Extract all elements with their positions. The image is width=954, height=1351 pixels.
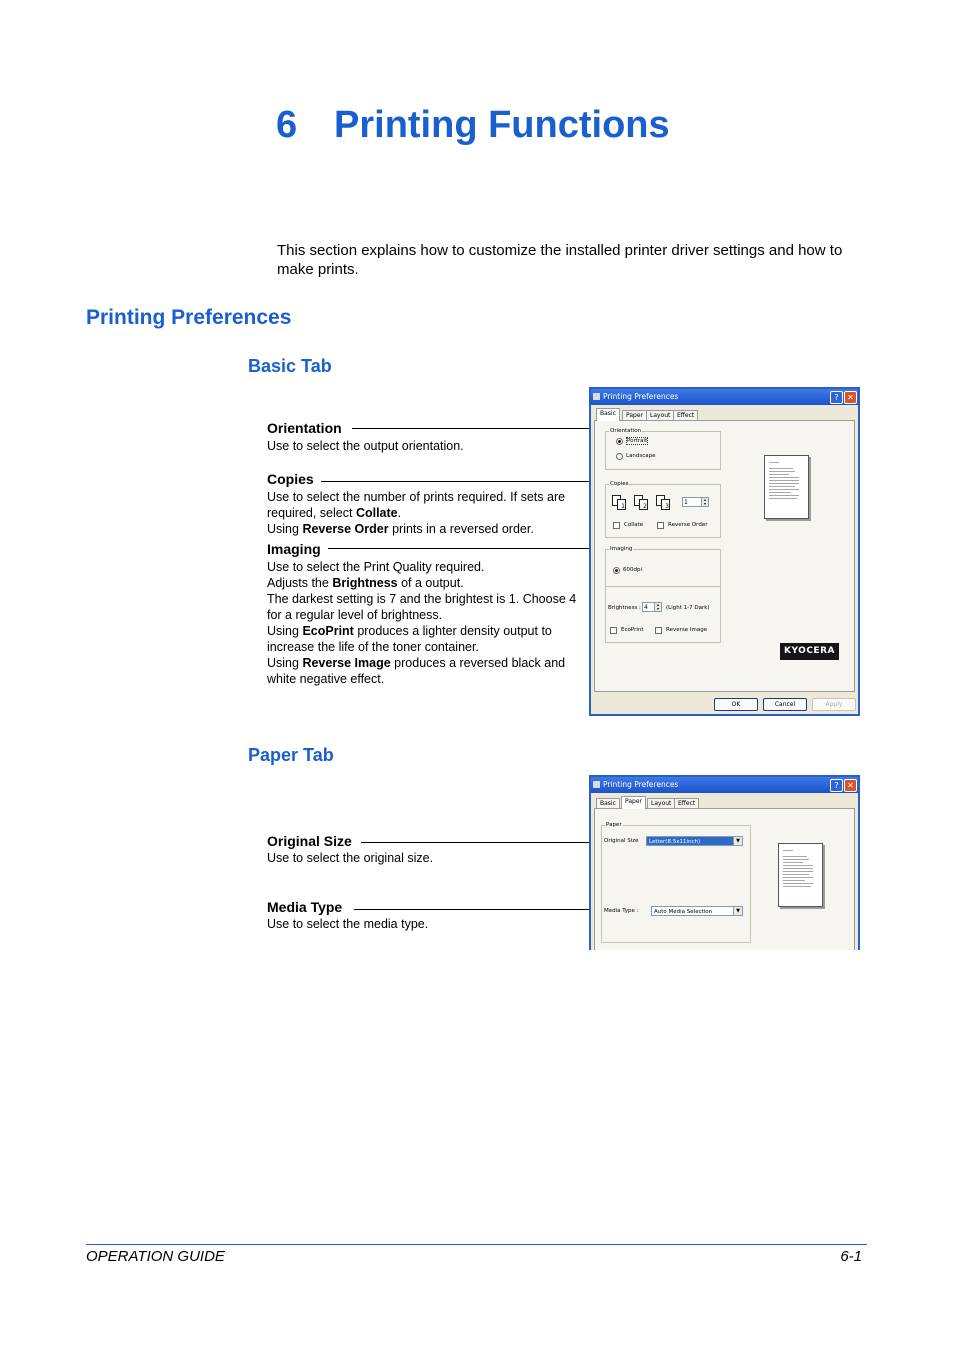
page-preview [764, 455, 809, 519]
portrait-label: Portrait [627, 438, 648, 444]
section-title: Printing Preferences [86, 306, 292, 329]
brightness-value: 4 [644, 604, 648, 611]
original-size-select[interactable] [646, 836, 743, 846]
reverse-order-checkbox[interactable] [657, 522, 664, 529]
orientation-group [605, 428, 721, 470]
copies-spinner[interactable] [682, 497, 709, 507]
media-type-select[interactable] [651, 906, 743, 916]
collate-label: Collate [624, 522, 644, 528]
ok-button[interactable]: OK [714, 698, 758, 711]
kyocera-logo: KYOCERA [780, 643, 839, 660]
landscape-label: Landscape [626, 453, 656, 459]
copies-leader-line [321, 481, 605, 482]
collate-page-icon: 3 [661, 499, 670, 510]
cancel-button[interactable]: Cancel [763, 698, 807, 711]
dpi-radio[interactable] [613, 567, 620, 574]
original-size-label: Original Size [604, 838, 639, 844]
copies-desc: Use to select the number of prints required. If sets are required, select Collate. Using Reverse Order prints in a reversed order. [267, 490, 566, 536]
paper-tab-panel [594, 808, 855, 950]
dpi-label: 600dpi [623, 567, 643, 573]
basic-tab-panel [594, 420, 855, 692]
media-type-desc: Use to select the media type. [267, 917, 429, 931]
imaging-divider [606, 586, 720, 587]
dialog-title: Printing Preferences [603, 780, 679, 789]
chapter-heading [276, 104, 670, 147]
collate-checkbox[interactable] [613, 522, 620, 529]
portrait-radio[interactable] [616, 438, 623, 445]
collate-page-icon: 2 [639, 499, 648, 510]
copies-group [605, 481, 721, 538]
reverse-order-label: Reverse Order [668, 522, 708, 528]
dialog-title: Printing Preferences [603, 392, 679, 401]
tab-layout[interactable]: Layout [646, 410, 674, 421]
dialog-titlebar [591, 777, 858, 793]
footer-rule [86, 1244, 867, 1245]
tab-paper[interactable]: Paper [622, 410, 647, 421]
media-type-term: Media Type [267, 899, 343, 915]
footer-page-number: 6-1 [840, 1248, 862, 1265]
orientation-term: Orientation [267, 420, 342, 436]
chapter-title: Printing Functions [334, 104, 670, 146]
orientation-desc: Use to select the output orientation. [267, 439, 464, 453]
help-icon[interactable]: ? [830, 779, 843, 792]
printer-app-icon [593, 781, 600, 788]
paper-group-label: Paper [606, 822, 622, 828]
tab-effect[interactable]: Effect [674, 798, 699, 809]
paper-group [601, 822, 751, 943]
spinner-arrows-icon[interactable]: ▴ ▾ [701, 498, 708, 506]
original-size-leader-line [361, 842, 604, 843]
paper-tab-heading: Paper Tab [248, 745, 334, 765]
tab-effect[interactable]: Effect [673, 410, 698, 421]
landscape-radio[interactable] [616, 453, 623, 460]
reverse-image-checkbox[interactable] [655, 627, 662, 634]
original-size-desc: Use to select the original size. [267, 851, 434, 865]
media-type-label: Media Type : [604, 908, 639, 914]
collate-page-icon: 1 [617, 499, 626, 510]
close-icon[interactable]: ✕ [844, 779, 857, 792]
help-icon[interactable]: ? [830, 391, 843, 404]
orientation-group-label: Orientation [610, 428, 642, 434]
spinner-arrows-icon[interactable]: ▴ ▾ [654, 603, 661, 611]
orientation-leader-line [352, 428, 604, 429]
imaging-group-label: Imaging [610, 546, 633, 552]
chapter-number: 6 [276, 104, 298, 146]
imaging-term: Imaging [267, 541, 321, 557]
ecoprint-label: EcoPrint [621, 627, 644, 633]
brightness-label: Brightness : [608, 605, 641, 611]
close-icon[interactable]: ✕ [844, 391, 857, 404]
media-type-leader-line [354, 909, 604, 910]
page-preview [778, 843, 823, 907]
media-type-value: Auto Media Selection [654, 909, 713, 915]
basic-tab-heading: Basic Tab [248, 356, 332, 376]
printing-preferences-dialog-paper [589, 775, 860, 950]
tab-basic[interactable]: Basic [596, 408, 620, 421]
dialog-titlebar [591, 389, 858, 405]
chevron-down-icon[interactable]: ▼ [733, 907, 742, 915]
imaging-desc: Use to select the Print Quality required. Adjusts the Brightness of a output. The darkest setting is 7 and the brightest is 1. Choose 4 for a regular level of brightness. Using EcoPrint produces a lighter density output to increase the life of the toner container. Using Reverse Image produces a reversed black and white negative effect. [267, 560, 577, 686]
original-size-value: Letter(8.5x11inch) [649, 839, 701, 845]
reverse-image-label: Reverse Image [666, 627, 708, 633]
intro-paragraph: This section explains how to customize the installed printer driver settings and how to make prints. [277, 242, 843, 278]
footer-guide-name: OPERATION GUIDE [86, 1248, 225, 1265]
ecoprint-checkbox[interactable] [610, 627, 617, 634]
tab-paper[interactable]: Paper [621, 796, 646, 809]
printer-app-icon [593, 393, 600, 400]
tab-basic[interactable]: Basic [596, 798, 620, 809]
chevron-down-icon[interactable]: ▼ [733, 837, 742, 845]
copies-value: 1 [684, 499, 688, 506]
copies-term: Copies [267, 471, 314, 487]
tab-layout[interactable]: Layout [647, 798, 675, 809]
imaging-group [605, 546, 721, 643]
imaging-leader-line [328, 548, 605, 549]
original-size-term: Original Size [267, 833, 352, 849]
printing-preferences-dialog-basic [589, 387, 860, 716]
copies-group-label: Copies [610, 481, 629, 487]
brightness-range: (Light 1-7 Dark) [666, 605, 710, 611]
apply-button[interactable]: Apply [812, 698, 856, 711]
brightness-spinner[interactable] [642, 602, 662, 612]
